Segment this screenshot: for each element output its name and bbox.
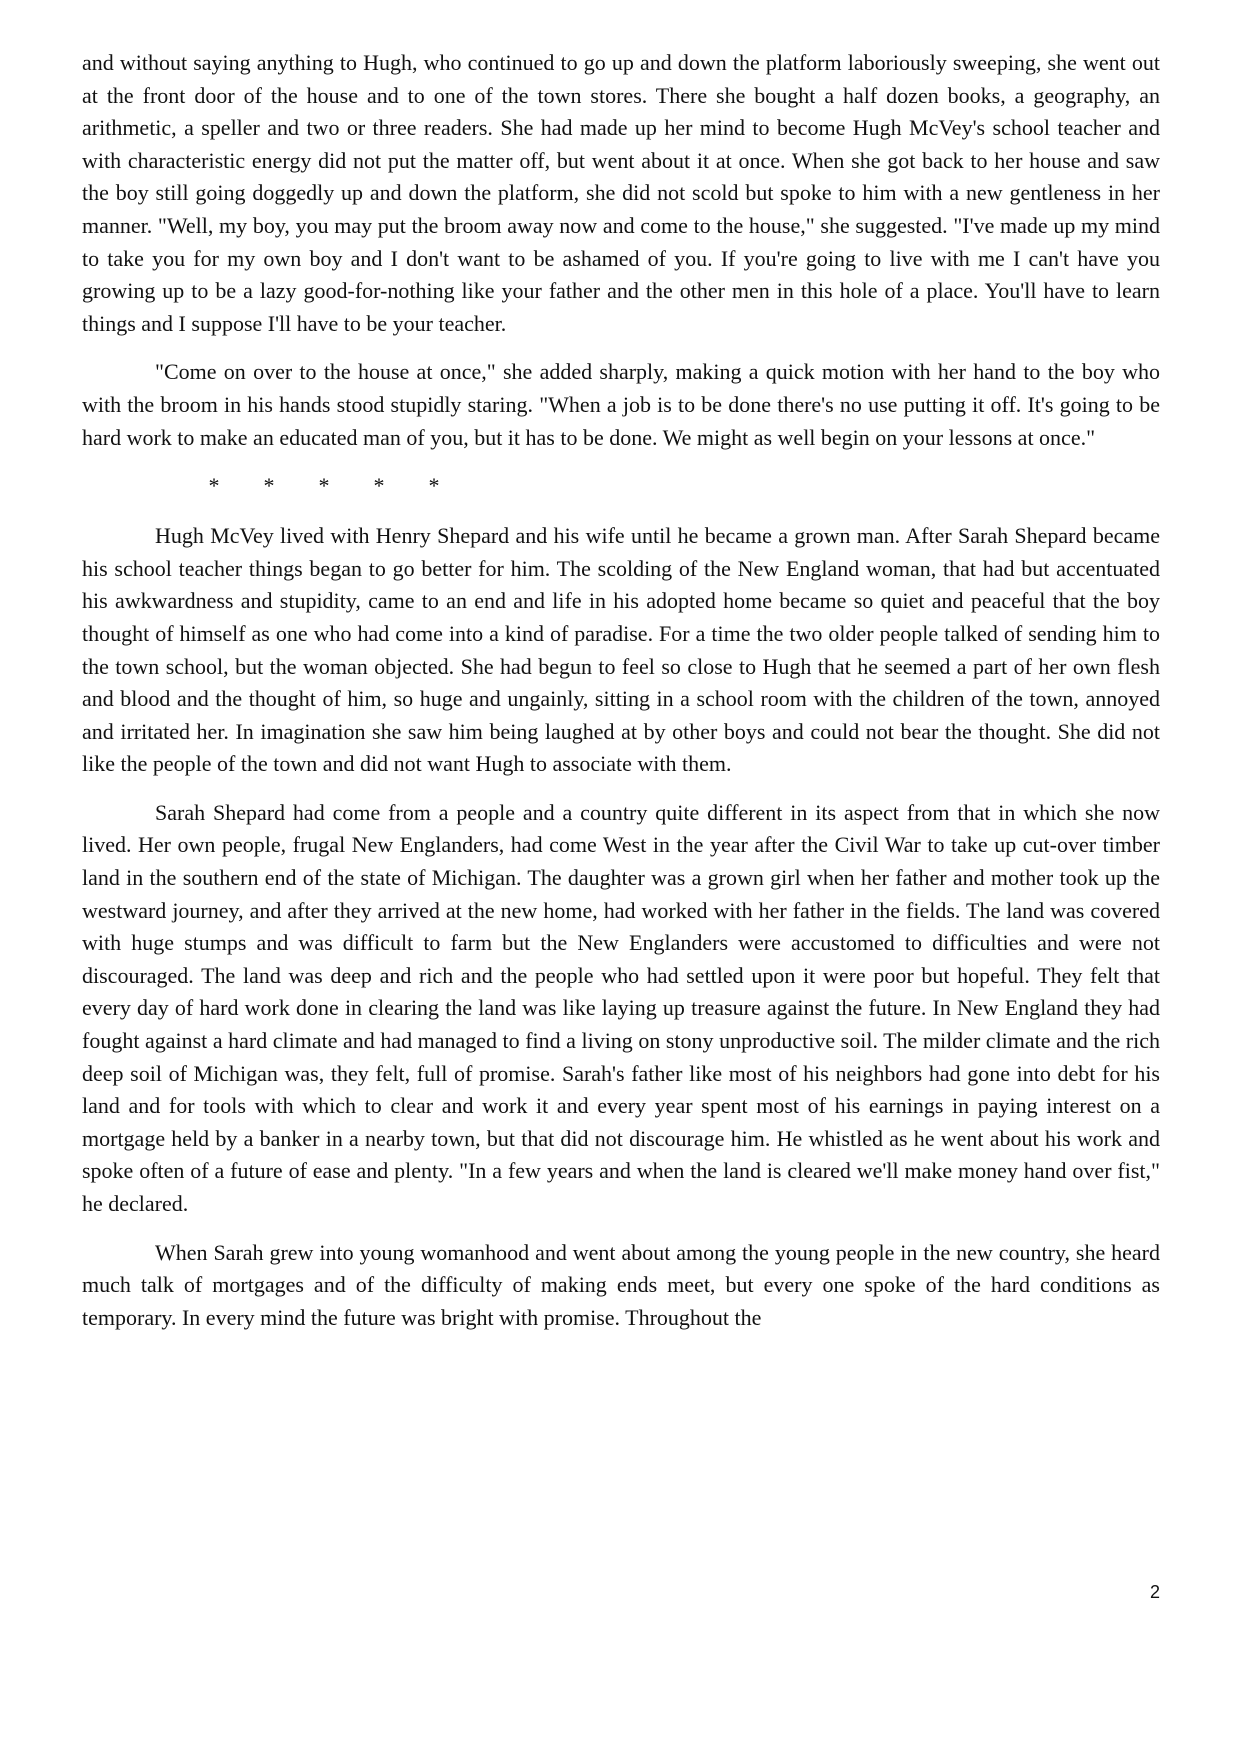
separator-asterisk: * <box>263 472 275 498</box>
paragraph-5: When Sarah grew into young womanhood and went about among the young people in the new country, she heard much talk of mortgages and of the difficulty of making ends meet, but every one spoke of the hard conditions as temporary. In every mind the future was bright with promise. Throughout the <box>82 1239 1160 1330</box>
separator-asterisk: * <box>318 472 330 498</box>
text-body <box>82 47 1160 1350</box>
paragraph-4: Sarah Shepard had come from a people and a country quite different in its aspect from that in which she now lived. Her own people, frugal New Englanders, had come West in the year after the Civil War to take up cut-over timber land in the southern end of the state of Michigan. The daughter was a grown girl when her father and mother took up the westward journey, and after they arrived at the new home, had worked with her father in the fields. The land was covered with huge stumps and was difficult to farm but the New Englanders were accustomed to difficulties and were not discouraged. The land was deep and rich and the people who had settled upon it were poor but hopeful. They felt that every day of hard work done in clearing the land was like laying up treasure against the future. In New England they had fought against a hard climate and had managed to find a living on stony unproductive soil. The milder climate and the rich deep soil of Michigan was, they felt, full of promise. Sarah's father like most of his neighbors had gone into debt for his land and for tools with which to clear and work it and every year spent most of his earnings in paying interest on a mortgage held by a banker in a nearby town, but that did not discourage him. He whistled as he went about his work and spoke often of a future of ease and plenty. "In a few years and when the land is cleared we'll make money hand over fist," he declared. <box>82 799 1160 1216</box>
section-separator <box>82 470 1160 502</box>
page-number: 2 <box>1149 1582 1160 1602</box>
paragraph-2: "Come on over to the house at once," she added sharply, making a quick motion with her hand to the boy who with the broom in his hands stood stupidly staring. "When a job is to be done there's no use putting it off. It's going to be hard work to make an educated man of you, but it has to be done. We might as well begin on your lessons at once." <box>82 359 1160 450</box>
separator-asterisk: * <box>373 472 385 498</box>
separator-asterisk: * <box>428 472 440 498</box>
paragraph-1: and without saying anything to Hugh, who continued to go up and down the platform laboriously sweeping, she went out at the front door of the house and to one of the town stores. There she bought a half dozen books, a geography, an arithmetic, a speller and two or three readers. She had made up her mind to become Hugh McVey's school teacher and with characteristic energy did not put the matter off, but went about it at once. When she got back to her house and saw the boy still going doggedly up and down the platform, she did not scold but spoke to him with a new gentleness in her manner. "Well, my boy, you may put the broom away now and come to the house," she suggested. "I've made up my mind to take you for my own boy and I don't want to be ashamed of you. If you're going to live with me I can't have you growing up to be a lazy good-for-nothing like your father and the other men in this hole of a place. You'll have to learn things and I suppose I'll have to be your teacher. <box>82 50 1160 336</box>
separator-asterisk: * <box>208 472 220 498</box>
paragraph-3: Hugh McVey lived with Henry Shepard and his wife until he became a grown man. After Sarah Shepard became his school teacher things began to go better for him. The scolding of the New England woman, that had but accentuated his awkwardness and stupidity, came to an end and life in his adopted home became so quiet and peaceful that the boy thought of himself as one who had come into a kind of paradise. For a time the two older people talked of sending him to the town school, but the woman objected. She had begun to feel so close to Hugh that he seemed a part of her own flesh and blood and the thought of him, so huge and ungainly, sitting in a school room with the children of the town, annoyed and irritated her. In imagination she saw him being laughed at by other boys and could not bear the thought. She did not like the people of the town and did not want Hugh to associate with them. <box>82 523 1160 777</box>
